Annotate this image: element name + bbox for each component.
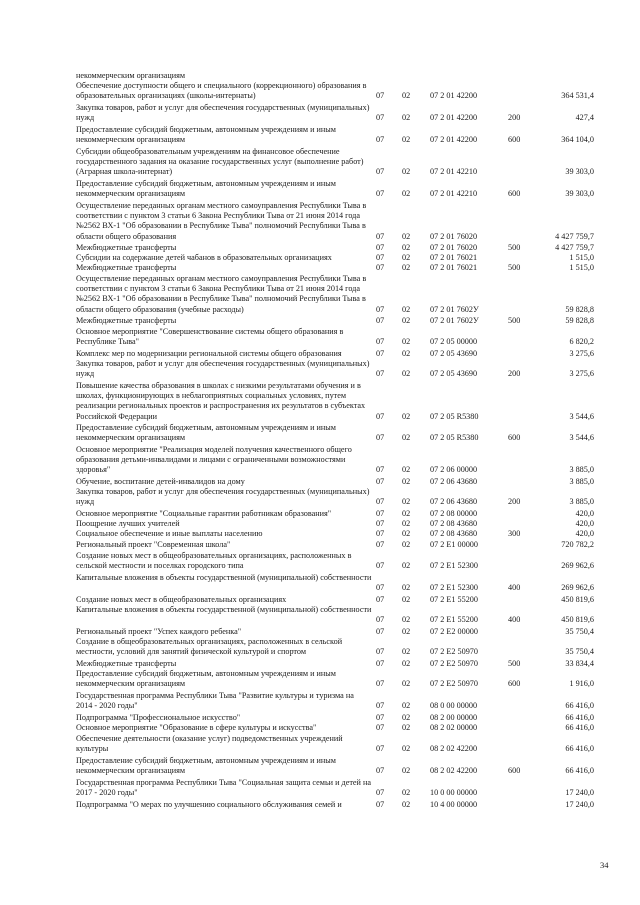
row-target-article: 07 2 05 43690 — [430, 348, 478, 358]
row-expense-type: 600 — [508, 679, 521, 689]
row-name: Межбюджетные трансферты — [76, 243, 177, 252]
table-row — [76, 179, 616, 199]
row-section: 07 — [376, 744, 385, 754]
row-target-article: 07 2 E1 55200 — [430, 615, 478, 625]
row-subsection: 02 — [402, 647, 411, 657]
row-amount: 59 828,8 — [565, 304, 594, 314]
row-target-article: 07 2 E2 50970 — [430, 647, 478, 657]
row-amount: 364 104,0 — [561, 135, 594, 145]
row-target-article: 07 2 E1 55200 — [430, 594, 478, 604]
row-subsection: 02 — [402, 766, 411, 776]
row-subsection: 02 — [402, 594, 411, 604]
row-target-article: 07 2 05 R5380 — [430, 433, 479, 443]
row-name: Основное мероприятие "Совершенствование системы общего образования в Республике Тыва" — [76, 327, 344, 347]
row-section: 07 — [376, 465, 385, 475]
row-amount: 39 303,0 — [565, 189, 594, 199]
row-name: Основное мероприятие "Образование в сфере культуры и искусства" — [76, 723, 317, 732]
row-subsection: 02 — [402, 626, 411, 636]
row-amount: 33 834,4 — [565, 658, 594, 668]
table-row — [76, 723, 616, 733]
table-row — [76, 509, 616, 519]
table-row — [76, 756, 616, 776]
row-target-article: 07 2 01 42210 — [430, 167, 478, 177]
row-section: 07 — [376, 528, 385, 538]
row-amount: 66 416,0 — [565, 744, 594, 754]
row-section: 07 — [376, 518, 385, 528]
row-expense-type: 600 — [508, 766, 521, 776]
row-section: 07 — [376, 712, 385, 722]
row-expense-type: 500 — [508, 262, 521, 272]
row-subsection: 02 — [402, 231, 411, 241]
row-subsection: 02 — [402, 561, 411, 571]
row-amount: 3 885,0 — [569, 497, 594, 507]
row-section: 07 — [376, 799, 385, 809]
row-section: 07 — [376, 788, 385, 798]
row-amount: 59 828,8 — [565, 315, 594, 325]
row-name: Региональный проект "Успех каждого ребенка" — [76, 627, 242, 636]
row-target-article: 07 2 01 7602У — [430, 304, 479, 314]
row-target-article: 08 2 02 42200 — [430, 766, 478, 776]
row-subsection: 02 — [402, 508, 411, 518]
row-section: 07 — [376, 348, 385, 358]
row-name: Осуществление переданных органам местного самоуправления Республики Тыва в соответствии с пунктом 3 статьи 6 Закона Республики Тыва от 21 июня 2014 года №2562 ВХ-1 "Об образовании в Республике Тыва" полномочий Республики Тыва в области общего образования (учебные расходы) — [76, 274, 367, 314]
row-amount: 6 820,2 — [569, 337, 594, 347]
row-subsection: 02 — [402, 252, 411, 262]
row-name: Предоставление субсидий бюджетным, автономным учреждениям и иным некоммерческим организациям — [76, 756, 336, 776]
table-row — [76, 605, 616, 625]
row-name: Обеспечение деятельности (оказание услуг) подведомственных учреждений культуры — [76, 734, 343, 754]
row-expense-type: 500 — [508, 658, 521, 668]
table-row — [76, 253, 616, 263]
row-amount: 66 416,0 — [565, 766, 594, 776]
row-expense-type: 500 — [508, 315, 521, 325]
row-section: 07 — [376, 411, 385, 421]
table-row — [76, 713, 616, 723]
row-subsection: 02 — [402, 135, 411, 145]
table-row — [76, 274, 616, 315]
row-target-article: 07 2 01 42200 — [430, 91, 478, 101]
row-subsection: 02 — [402, 539, 411, 549]
table-row — [76, 540, 616, 550]
table-row — [76, 551, 616, 571]
table-row — [76, 637, 616, 657]
row-name: Государственная программа Республики Тыва "Социальная защита семьи и детей на 2017 - 2020 годы" — [76, 778, 371, 798]
row-target-article: 07 2 01 42210 — [430, 189, 478, 199]
row-subsection: 02 — [402, 91, 411, 101]
row-section: 07 — [376, 658, 385, 668]
row-target-article: 07 2 01 76021 — [430, 252, 478, 262]
row-name: Капитальные вложения в объекты государственной (муниципальной) собственности — [76, 573, 372, 582]
row-name: Закупка товаров, работ и услуг для обеспечения государственных (муниципальных) нужд — [76, 359, 370, 379]
row-subsection: 02 — [402, 315, 411, 325]
row-section: 07 — [376, 189, 385, 199]
row-target-article: 07 2 05 R5380 — [430, 411, 479, 421]
row-target-article: 07 2 05 43690 — [430, 369, 478, 379]
row-section: 07 — [376, 497, 385, 507]
row-amount: 450 819,6 — [561, 594, 594, 604]
row-target-article: 07 2 E2 50970 — [430, 658, 478, 668]
row-name: Предоставление субсидий бюджетным, автономным учреждениям и иным некоммерческим организациям — [76, 423, 336, 443]
row-expense-type: 200 — [508, 113, 521, 123]
row-expense-type: 200 — [508, 369, 521, 379]
table-row — [76, 381, 616, 422]
row-target-article: 07 2 01 76020 — [430, 231, 478, 241]
row-amount: 66 416,0 — [565, 722, 594, 732]
row-subsection: 02 — [402, 242, 411, 252]
row-target-article: 07 2 06 00000 — [430, 465, 478, 475]
row-name: Региональный проект "Современная школа" — [76, 540, 231, 549]
row-target-article: 08 0 00 00000 — [430, 701, 478, 711]
row-expense-type: 400 — [508, 615, 521, 625]
table-row — [76, 487, 616, 507]
row-name: Капитальные вложения в объекты государственной (муниципальной) собственности — [76, 605, 372, 614]
row-subsection: 02 — [402, 658, 411, 668]
row-subsection: 02 — [402, 722, 411, 732]
row-amount: 420,0 — [575, 508, 594, 518]
row-target-article: 07 2 06 43680 — [430, 497, 478, 507]
table-row — [76, 573, 616, 593]
row-section: 07 — [376, 113, 385, 123]
row-amount: 3 275,6 — [569, 348, 594, 358]
table-row — [76, 243, 616, 253]
table-row — [76, 103, 616, 123]
row-name: Поощрение лучших учителей — [76, 519, 180, 528]
row-subsection: 02 — [402, 189, 411, 199]
table-row — [76, 327, 616, 347]
row-section: 07 — [376, 476, 385, 486]
row-target-article: 10 0 00 00000 — [430, 788, 478, 798]
row-section: 07 — [376, 626, 385, 636]
row-section: 07 — [376, 508, 385, 518]
row-section: 07 — [376, 594, 385, 604]
row-name: Предоставление субсидий бюджетным, автономным учреждениям и иным некоммерческим организациям — [76, 669, 336, 689]
table-row — [76, 734, 616, 754]
row-target-article: 07 2 06 43680 — [430, 476, 478, 486]
row-subsection: 02 — [402, 167, 411, 177]
row-section: 07 — [376, 242, 385, 252]
row-section: 07 — [376, 539, 385, 549]
row-expense-type: 400 — [508, 583, 521, 593]
row-target-article: 07 2 08 43680 — [430, 528, 478, 538]
row-expense-type: 600 — [508, 135, 521, 145]
row-name: Подпрограмма "О мерах по улучшению социального обслуживания семей и — [76, 800, 342, 809]
row-expense-type: 300 — [508, 528, 521, 538]
row-name: Закупка товаров, работ и услуг для обеспечения государственных (муниципальных) нужд — [76, 487, 370, 507]
row-name: Межбюджетные трансферты — [76, 316, 177, 325]
table-row — [76, 263, 616, 273]
row-target-article: 07 2 E2 00000 — [430, 626, 478, 636]
row-subsection: 02 — [402, 465, 411, 475]
row-name: Комплекс мер по модернизации региональной системы общего образования — [76, 349, 342, 358]
row-name: Основное мероприятие "Реализация моделей получения качественного общего образования детьми-инвалидами и лицами с ограниченными возможностями здоровья" — [76, 445, 352, 475]
row-amount: 39 303,0 — [565, 167, 594, 177]
row-name: Создание в общеобразовательных организациях, расположенных в сельской местности, условий для занятий физической культурой и спортом — [76, 637, 343, 657]
row-name: Межбюджетные трансферты — [76, 659, 177, 668]
table-row — [76, 125, 616, 145]
row-section: 07 — [376, 262, 385, 272]
row-name: Предоставление субсидий бюджетным, автономным учреждениям и иным некоммерческим организациям — [76, 179, 336, 199]
row-name: Межбюджетные трансферты — [76, 263, 177, 272]
row-section: 07 — [376, 252, 385, 262]
row-name: Государственная программа Республики Тыва "Развитие культуры и туризма на 2014 - 2020 годы" — [76, 691, 354, 711]
row-name: Обеспечение доступности общего и специального (коррекционного) образования в образовательных организациях (школы-интернаты) — [76, 81, 367, 101]
row-subsection: 02 — [402, 497, 411, 507]
page-number: 34 — [600, 860, 609, 870]
row-section: 07 — [376, 91, 385, 101]
table-row — [76, 595, 616, 605]
row-name: Создание новых мест в общеобразовательных организациях — [76, 595, 287, 604]
table-row — [76, 519, 616, 529]
table-row — [76, 477, 616, 487]
row-amount: 3 544,6 — [569, 411, 594, 421]
row-name: Осуществление переданных органам местного самоуправления Республики Тыва в соответствии с пунктом 3 статьи 6 Закона Республики Тыва от 21 июня 2014 года №2562 ВХ-1 "Об образовании в Республике Тыва" полномочий Республики Тыва в области общего образования — [76, 201, 367, 241]
row-target-article: 07 2 01 76020 — [430, 242, 478, 252]
row-amount: 420,0 — [575, 518, 594, 528]
table-row — [76, 359, 616, 379]
table-row — [76, 669, 616, 689]
row-name: Предоставление субсидий бюджетным, автономным учреждениям и иным некоммерческим организациям — [76, 125, 336, 145]
table-row — [76, 201, 616, 242]
row-target-article: 07 2 01 42200 — [430, 113, 478, 123]
row-subsection: 02 — [402, 679, 411, 689]
row-section: 07 — [376, 315, 385, 325]
table-row — [76, 529, 616, 539]
row-subsection: 02 — [402, 411, 411, 421]
row-amount: 269 962,6 — [561, 561, 594, 571]
row-name: Субсидии общеобразовательным учреждениям на финансовое обеспечение государственного задания на оказание государственных услуг (выполнение работ) (Аграрная школа-интернат) — [76, 147, 364, 177]
row-section: 07 — [376, 647, 385, 657]
row-section: 07 — [376, 766, 385, 776]
row-target-article: 07 2 08 43680 — [430, 518, 478, 528]
row-expense-type: 500 — [508, 242, 521, 252]
row-subsection: 02 — [402, 799, 411, 809]
row-name: Субсидии на содержание детей чабанов в образовательных организациях — [76, 253, 332, 262]
row-section: 07 — [376, 679, 385, 689]
row-section: 07 — [376, 369, 385, 379]
row-amount: 1 515,0 — [569, 252, 594, 262]
row-amount: 35 750,4 — [565, 626, 594, 636]
row-target-article: 07 2 01 76021 — [430, 262, 478, 272]
table-row — [76, 349, 616, 359]
row-subsection: 02 — [402, 433, 411, 443]
row-amount: 420,0 — [575, 528, 594, 538]
row-amount: 450 819,6 — [561, 615, 594, 625]
row-target-article: 08 2 02 42200 — [430, 744, 478, 754]
row-name: Создание новых мест в общеобразовательных организациях, расположенных в сельской местности и поселках городского типа — [76, 551, 352, 571]
row-section: 07 — [376, 231, 385, 241]
row-expense-type: 600 — [508, 189, 521, 199]
row-subsection: 02 — [402, 744, 411, 754]
row-amount: 3 885,0 — [569, 476, 594, 486]
row-subsection: 02 — [402, 113, 411, 123]
row-section: 07 — [376, 433, 385, 443]
row-subsection: 02 — [402, 701, 411, 711]
row-amount: 3 885,0 — [569, 465, 594, 475]
row-target-article: 10 4 00 00000 — [430, 799, 478, 809]
row-name: Социальное обеспечение и иные выплаты населению — [76, 529, 263, 538]
table-row — [76, 691, 616, 711]
row-amount: 17 240,0 — [565, 788, 594, 798]
row-amount: 427,4 — [575, 113, 594, 123]
row-subsection: 02 — [402, 518, 411, 528]
row-target-article: 07 2 E2 50970 — [430, 679, 478, 689]
row-target-article: 08 2 02 00000 — [430, 722, 478, 732]
row-subsection: 02 — [402, 348, 411, 358]
row-section: 07 — [376, 304, 385, 314]
table-row — [76, 81, 616, 101]
table-row — [76, 778, 616, 798]
row-subsection: 02 — [402, 583, 411, 593]
row-amount: 1 515,0 — [569, 262, 594, 272]
row-subsection: 02 — [402, 788, 411, 798]
row-amount: 1 916,0 — [569, 679, 594, 689]
row-target-article: 07 2 05 00000 — [430, 337, 478, 347]
row-amount: 3 544,6 — [569, 433, 594, 443]
row-section: 07 — [376, 722, 385, 732]
row-name: Обучение, воспитание детей-инвалидов на дому — [76, 477, 245, 486]
row-name: некоммерческим организациям — [76, 71, 186, 80]
row-expense-type: 200 — [508, 497, 521, 507]
row-section: 07 — [376, 337, 385, 347]
row-amount: 66 416,0 — [565, 701, 594, 711]
row-target-article: 07 2 E1 52300 — [430, 561, 478, 571]
table-row — [76, 147, 616, 178]
row-amount: 35 750,4 — [565, 647, 594, 657]
row-amount: 66 416,0 — [565, 712, 594, 722]
row-target-article: 07 2 01 42200 — [430, 135, 478, 145]
table-row — [76, 627, 616, 637]
row-name: Основное мероприятие "Социальные гарантии работникам образования" — [76, 509, 332, 518]
row-section: 07 — [376, 561, 385, 571]
row-amount: 17 240,0 — [565, 799, 594, 809]
row-amount: 4 427 759,7 — [555, 231, 594, 241]
row-amount: 364 531,4 — [561, 91, 594, 101]
row-subsection: 02 — [402, 476, 411, 486]
row-target-article: 07 2 E1 52300 — [430, 583, 478, 593]
row-amount: 4 427 759,7 — [555, 242, 594, 252]
row-name: Закупка товаров, работ и услуг для обеспечения государственных (муниципальных) нужд — [76, 103, 370, 123]
table-row — [76, 659, 616, 669]
row-subsection: 02 — [402, 369, 411, 379]
row-section: 07 — [376, 615, 385, 625]
row-amount: 720 782,2 — [561, 539, 594, 549]
row-subsection: 02 — [402, 304, 411, 314]
row-target-article: 07 2 E1 00000 — [430, 539, 478, 549]
row-name: Подпрограмма "Профессиональное искусство" — [76, 713, 241, 722]
row-subsection: 02 — [402, 712, 411, 722]
row-section: 07 — [376, 167, 385, 177]
row-subsection: 02 — [402, 262, 411, 272]
row-amount: 3 275,6 — [569, 369, 594, 379]
row-section: 07 — [376, 583, 385, 593]
table-row — [76, 800, 616, 810]
table-row — [76, 445, 616, 476]
row-expense-type: 600 — [508, 433, 521, 443]
row-target-article: 07 2 08 00000 — [430, 508, 478, 518]
row-target-article: 08 2 00 00000 — [430, 712, 478, 722]
row-target-article: 07 2 01 7602У — [430, 315, 479, 325]
row-subsection: 02 — [402, 337, 411, 347]
row-section: 07 — [376, 135, 385, 145]
row-amount: 269 962,6 — [561, 583, 594, 593]
row-section: 07 — [376, 701, 385, 711]
row-name: Повышение качества образования в школах с низкими результатами обучения и в школах, функционирующих в неблагоприятных социальных условиях, путем реализации региональных проектов и распространения их результатов в субъектах Российской Федерации — [76, 381, 366, 421]
table-row — [76, 316, 616, 326]
table-row — [76, 423, 616, 443]
row-subsection: 02 — [402, 615, 411, 625]
row-subsection: 02 — [402, 528, 411, 538]
table-row — [76, 71, 616, 81]
